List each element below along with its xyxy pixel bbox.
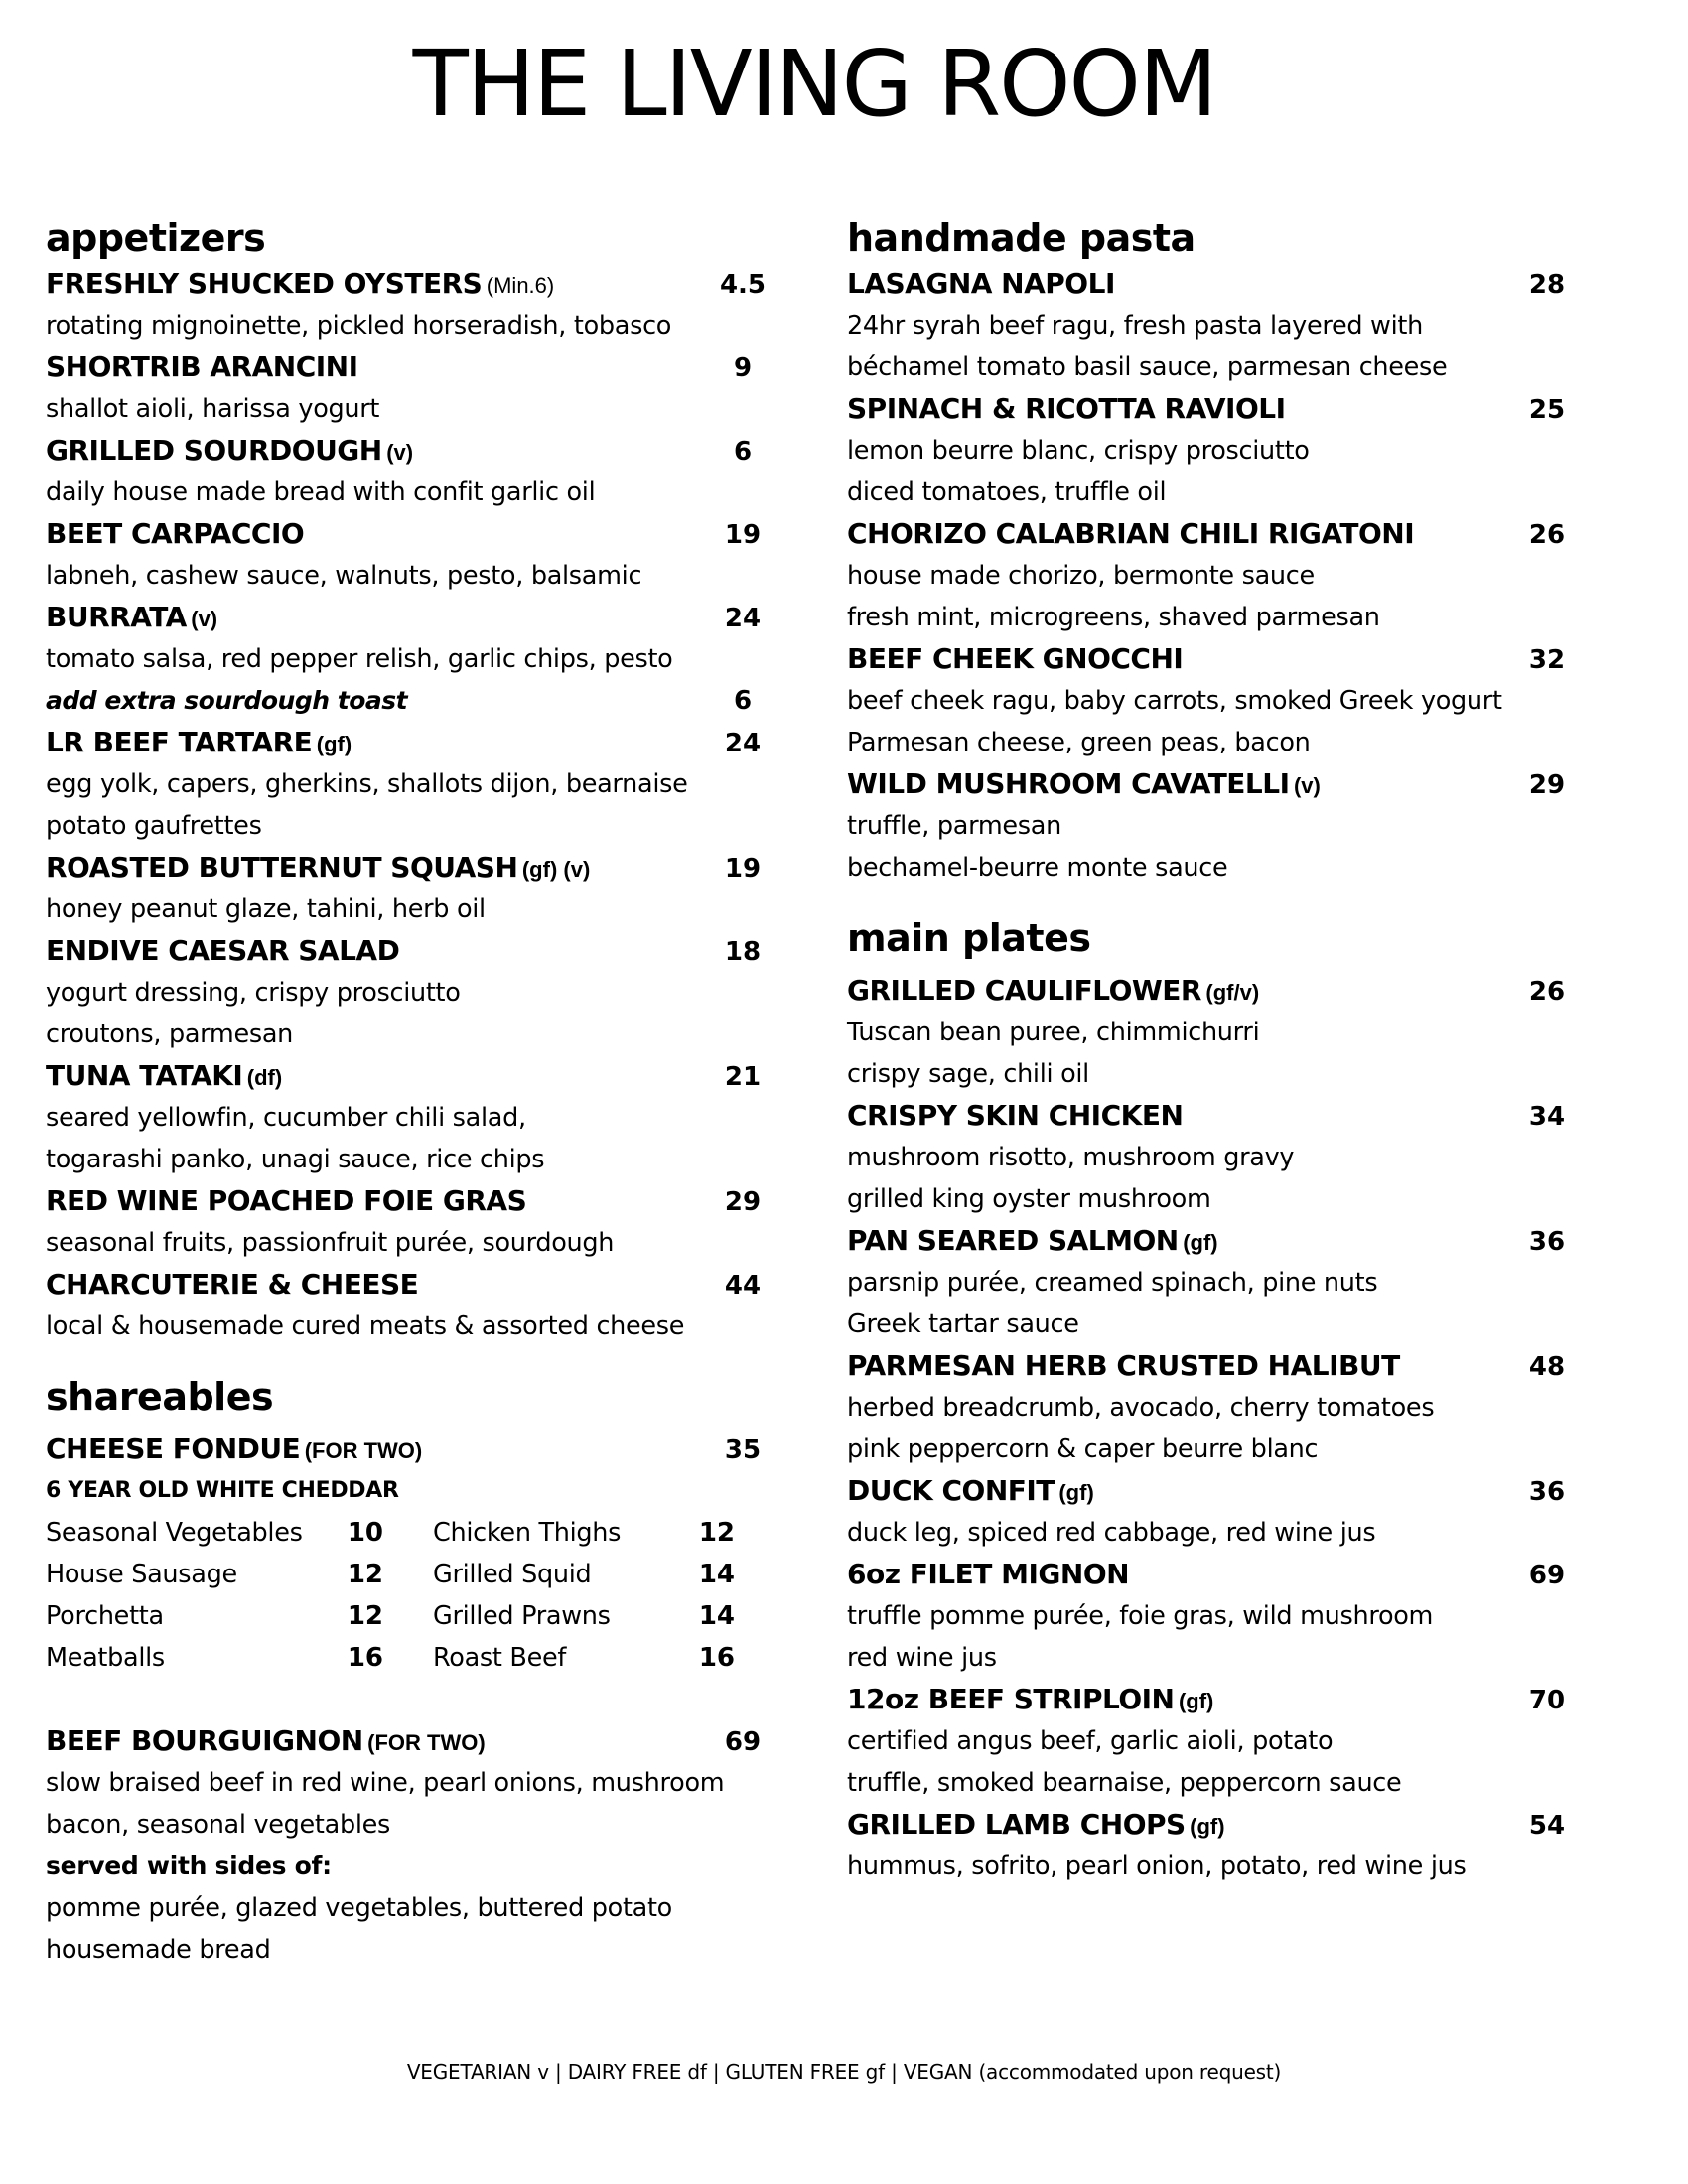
item-price: 21 (724, 1062, 762, 1092)
item-description: Tuscan bean puree, chimmichurri (847, 1018, 1260, 1047)
pasta-heading: handmade pasta (847, 216, 1196, 260)
item-price: 6 (733, 437, 753, 467)
menu-item (46, 597, 771, 638)
item-price: 36 (1528, 1227, 1566, 1257)
menu-item (46, 847, 771, 888)
item-price: 18 (724, 937, 762, 967)
item-name: CRISPY SKIN CHICKEN (847, 1099, 1184, 1132)
menu-item (46, 346, 771, 388)
item-name: ROASTED BUTTERNUT SQUASH (46, 851, 518, 884)
item-price: 19 (724, 520, 762, 550)
addon-price: 10 (347, 1518, 383, 1548)
item-price: 44 (724, 1271, 762, 1300)
menu-item (46, 722, 771, 763)
menu-item (847, 638, 1577, 680)
fondue-subheading: 6 YEAR OLD WHITE CHEDDAR (46, 1478, 399, 1503)
item-description: bacon, seasonal vegetables (46, 1810, 390, 1840)
addon-price: 12 (347, 1560, 383, 1589)
item-tag: (gf) (316, 732, 352, 756)
item-description: hummus, sofrito, pearl onion, potato, red wine jus (847, 1851, 1467, 1881)
menu-item (46, 430, 771, 472)
item-price: 69 (724, 1727, 762, 1757)
dietary-legend: VEGETARIAN v | DAIRY FREE df | GLUTEN FREE gf | VEGAN (accommodated upon request) (406, 2060, 1282, 2084)
item-description: truffle, smoked bearnaise, peppercorn sauce (847, 1768, 1402, 1798)
item-name: TUNA TATAKI (46, 1059, 243, 1092)
item-description: duck leg, spiced red cabbage, red wine jus (847, 1518, 1376, 1548)
item-name: GRILLED CAULIFLOWER (847, 974, 1201, 1007)
menu-item (46, 513, 771, 555)
addon-name: Seasonal Vegetables (46, 1518, 303, 1548)
menu-item (46, 1180, 771, 1222)
shareables-heading: shareables (46, 1375, 274, 1419)
item-name: BEEF CHEEK GNOCCHI (847, 642, 1184, 675)
menu-item (847, 1095, 1577, 1137)
item-description: crispy sage, chili oil (847, 1059, 1089, 1089)
item-description: 24hr syrah beef ragu, fresh pasta layered with (847, 311, 1423, 341)
extra-sourdough-label: add extra sourdough toast (46, 686, 408, 715)
addon-name: Grilled Squid (433, 1560, 592, 1589)
menu-item (847, 1220, 1577, 1262)
item-description: potato gaufrettes (46, 811, 262, 841)
item-name: CHEESE FONDUE (46, 1433, 301, 1465)
item-description: bechamel-beurre monte sauce (847, 853, 1228, 883)
item-tag: (FOR TWO) (304, 1438, 423, 1463)
main-plates-list (847, 970, 1577, 1887)
item-description: fresh mint, microgreens, shaved parmesan (847, 603, 1380, 632)
item-description: red wine jus (847, 1643, 997, 1673)
item-price: 48 (1528, 1352, 1566, 1382)
item-price: 34 (1528, 1102, 1566, 1132)
item-description: honey peanut glaze, tahini, herb oil (46, 894, 486, 924)
item-price: 24 (724, 729, 762, 758)
item-name: DUCK CONFIT (847, 1474, 1055, 1507)
item-tag: (v) (386, 440, 414, 465)
item-tag: (gf) (1058, 1480, 1094, 1505)
item-tag: (gf/v) (1205, 980, 1260, 1005)
addon-price: 16 (698, 1643, 735, 1673)
item-price: 4.5 (719, 270, 767, 300)
right-column (847, 213, 1577, 1887)
item-description: mushroom risotto, mushroom gravy (847, 1143, 1295, 1172)
item-tag: (FOR TWO) (367, 1730, 486, 1755)
menu-item (847, 1470, 1577, 1512)
item-price: 28 (1528, 270, 1566, 300)
item-tag: (gf) (1183, 1230, 1218, 1255)
item-description: certified angus beef, garlic aioli, potato (847, 1726, 1334, 1756)
menu-item (847, 513, 1577, 555)
item-price: 24 (724, 604, 762, 633)
item-name: BURRATA (46, 601, 187, 633)
item-name: ENDIVE CAESAR SALAD (46, 934, 400, 967)
item-description: egg yolk, capers, gherkins, shallots dijon, bearnaise (46, 769, 688, 799)
item-description: lemon beurre blanc, crispy prosciutto (847, 436, 1310, 466)
item-tag: (gf) (1190, 1814, 1225, 1839)
left-column (46, 213, 771, 1971)
extra-sourdough-price: 6 (733, 686, 753, 716)
item-price: 36 (1528, 1477, 1566, 1507)
item-description: tomato salsa, red pepper relish, garlic chips, pesto (46, 644, 673, 674)
appetizers-list (46, 263, 771, 680)
extra-sourdough-row (46, 680, 771, 722)
item-price: 32 (1528, 645, 1566, 675)
item-description: seasonal fruits, passionfruit purée, sourdough (46, 1228, 615, 1258)
addon-name: Roast Beef (433, 1643, 567, 1673)
item-description: seared yellowfin, cucumber chili salad, (46, 1103, 526, 1133)
fondue-addons (46, 1512, 771, 1679)
item-description: Greek tartar sauce (847, 1309, 1079, 1339)
item-price: 9 (733, 353, 753, 383)
item-price: 69 (1528, 1561, 1566, 1590)
menu-item (847, 970, 1577, 1012)
item-description: yogurt dressing, crispy prosciutto (46, 978, 461, 1008)
item-price: 35 (724, 1435, 762, 1465)
item-description: diced tomatoes, truffle oil (847, 478, 1167, 507)
item-description: house made chorizo, bermonte sauce (847, 561, 1315, 591)
item-name: GRILLED SOURDOUGH (46, 434, 382, 467)
main-plates-heading: main plates (847, 916, 1091, 960)
item-description: truffle pomme purée, foie gras, wild mushroom (847, 1601, 1434, 1631)
item-name: GRILLED LAMB CHOPS (847, 1808, 1186, 1841)
item-name: LR BEEF TARTARE (46, 726, 313, 758)
item-name: BEET CARPACCIO (46, 517, 305, 550)
menu-item (46, 930, 771, 972)
appetizers-heading: appetizers (46, 216, 266, 260)
item-description: beef cheek ragu, baby carrots, smoked Greek yogurt (847, 686, 1502, 716)
sides-line: housemade bread (46, 1935, 271, 1965)
item-price: 26 (1528, 977, 1566, 1007)
pasta-list (847, 263, 1577, 888)
item-description: rotating mignoinette, pickled horseradish, tobasco (46, 311, 672, 341)
menu-item (46, 263, 771, 305)
item-price: 29 (1528, 770, 1566, 800)
item-price: 19 (724, 854, 762, 884)
item-description: togarashi panko, unagi sauce, rice chips (46, 1145, 545, 1174)
addon-name: Meatballs (46, 1643, 165, 1673)
item-description: parsnip purée, creamed spinach, pine nuts (847, 1268, 1378, 1297)
item-name: CHORIZO CALABRIAN CHILI RIGATONI (847, 517, 1415, 550)
item-name: SPINACH & RICOTTA RAVIOLI (847, 392, 1286, 425)
item-description: truffle, parmesan (847, 811, 1061, 841)
item-description: béchamel tomato basil sauce, parmesan cheese (847, 352, 1448, 382)
item-name: SHORTRIB ARANCINI (46, 350, 358, 383)
addon-price: 14 (698, 1560, 735, 1589)
addon-price: 16 (347, 1643, 383, 1673)
menu-item (847, 388, 1577, 430)
item-price: 29 (724, 1187, 762, 1217)
menu-item (847, 763, 1577, 805)
item-price: 70 (1528, 1686, 1566, 1715)
item-price: 25 (1528, 395, 1566, 425)
item-tag: (v) (191, 607, 218, 631)
item-description: local & housemade cured meats & assorted cheese (46, 1311, 685, 1341)
item-tag: (gf) (v) (521, 857, 591, 882)
sides-line: pomme purée, glazed vegetables, buttered potato (46, 1893, 672, 1923)
page-title: THE LIVING ROOM (412, 31, 1216, 137)
addon-name: Chicken Thighs (433, 1518, 622, 1548)
menu-item (847, 1804, 1577, 1845)
item-description: croutons, parmesan (46, 1020, 294, 1049)
addon-name: Porchetta (46, 1601, 164, 1631)
menu-item (46, 1264, 771, 1305)
item-description: slow braised beef in red wine, pearl onions, mushroom (46, 1768, 725, 1798)
item-name: PARMESAN HERB CRUSTED HALIBUT (847, 1349, 1400, 1382)
item-price: 54 (1528, 1811, 1566, 1841)
item-description: daily house made bread with confit garlic oil (46, 478, 596, 507)
menu-item (847, 1679, 1577, 1720)
addon-name: House Sausage (46, 1560, 237, 1589)
item-description: grilled king oyster mushroom (847, 1184, 1211, 1214)
addon-price: 14 (698, 1601, 735, 1631)
item-name: CHARCUTERIE & CHEESE (46, 1268, 419, 1300)
menu-item (847, 1345, 1577, 1387)
item-name: PAN SEARED SALMON (847, 1224, 1179, 1257)
menu-item (847, 263, 1577, 305)
addon-price: 12 (347, 1601, 383, 1631)
item-tag: (gf) (1178, 1689, 1214, 1713)
item-description: labneh, cashew sauce, walnuts, pesto, balsamic (46, 561, 642, 591)
item-name: WILD MUSHROOM CAVATELLI (847, 767, 1290, 800)
appetizers-list-continued (46, 722, 771, 1347)
item-name: LASAGNA NAPOLI (847, 267, 1115, 300)
menu-item-beef-bourguignon (46, 1720, 771, 1762)
served-with-label: served with sides of: (46, 1851, 332, 1880)
item-description: herbed breadcrumb, avocado, cherry tomatoes (847, 1393, 1435, 1423)
item-tag: (Min.6) (486, 273, 555, 298)
item-tag: (v) (1293, 773, 1321, 798)
item-name: 12oz BEEF STRIPLOIN (847, 1683, 1175, 1715)
addon-price: 12 (698, 1518, 735, 1548)
item-name: FRESHLY SHUCKED OYSTERS (46, 267, 483, 300)
item-name: BEEF BOURGUIGNON (46, 1724, 363, 1757)
item-name: RED WINE POACHED FOIE GRAS (46, 1184, 527, 1217)
item-description: shallot aioli, harissa yogurt (46, 394, 380, 424)
item-price: 26 (1528, 520, 1566, 550)
menu-item (46, 1055, 771, 1097)
item-description: Parmesan cheese, green peas, bacon (847, 728, 1311, 757)
menu-item (847, 1554, 1577, 1595)
item-tag: (df) (246, 1065, 283, 1090)
menu-item-cheese-fondue (46, 1429, 771, 1470)
addon-name: Grilled Prawns (433, 1601, 611, 1631)
item-name: 6oz FILET MIGNON (847, 1558, 1130, 1590)
item-description: pink peppercorn & caper beurre blanc (847, 1434, 1319, 1464)
